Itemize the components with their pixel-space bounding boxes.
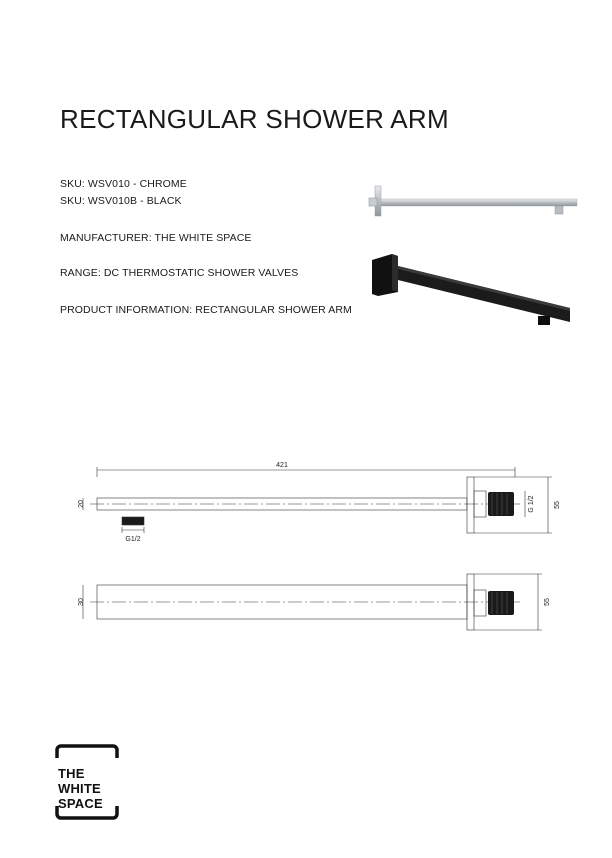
page-title: RECTANGULAR SHOWER ARM (60, 104, 449, 134)
logo-text (58, 766, 103, 811)
dim-plate-top-label: 55 (554, 501, 561, 509)
manufacturer: MANUFACTURER: THE WHITE SPACE (60, 232, 252, 244)
dim-thread-side-label: G 1/2 (528, 495, 535, 513)
sku-black: SKU: WSV010B - BLACK (60, 195, 182, 207)
product-info: PRODUCT INFORMATION: RECTANGULAR SHOWER ARM (60, 304, 352, 316)
outlet-thread (122, 517, 144, 525)
range: RANGE: DC THERMOSTATIC SHOWER VALVES (60, 267, 299, 279)
dim-arm-height-bottom-label: 30 (78, 598, 85, 606)
wall-plate-top (467, 477, 474, 533)
sku-chrome: SKU: WSV010 - CHROME (60, 178, 187, 190)
chrome-shower-arm-image (365, 186, 580, 220)
connector-bottom (474, 590, 486, 616)
logo-line-1: THE (58, 766, 85, 781)
black-shower-arm-image (370, 250, 575, 332)
dim-thread-label: G1/2 (125, 536, 141, 543)
dim-plate-bottom-label: 55 (544, 598, 551, 606)
dim-arm-height-top-label: 20 (78, 500, 85, 508)
logo-line-2: WHITE (58, 781, 101, 796)
technical-drawing (70, 455, 560, 655)
dim-length-label: 421 (276, 462, 288, 469)
logo-line-3: SPACE (58, 796, 103, 811)
